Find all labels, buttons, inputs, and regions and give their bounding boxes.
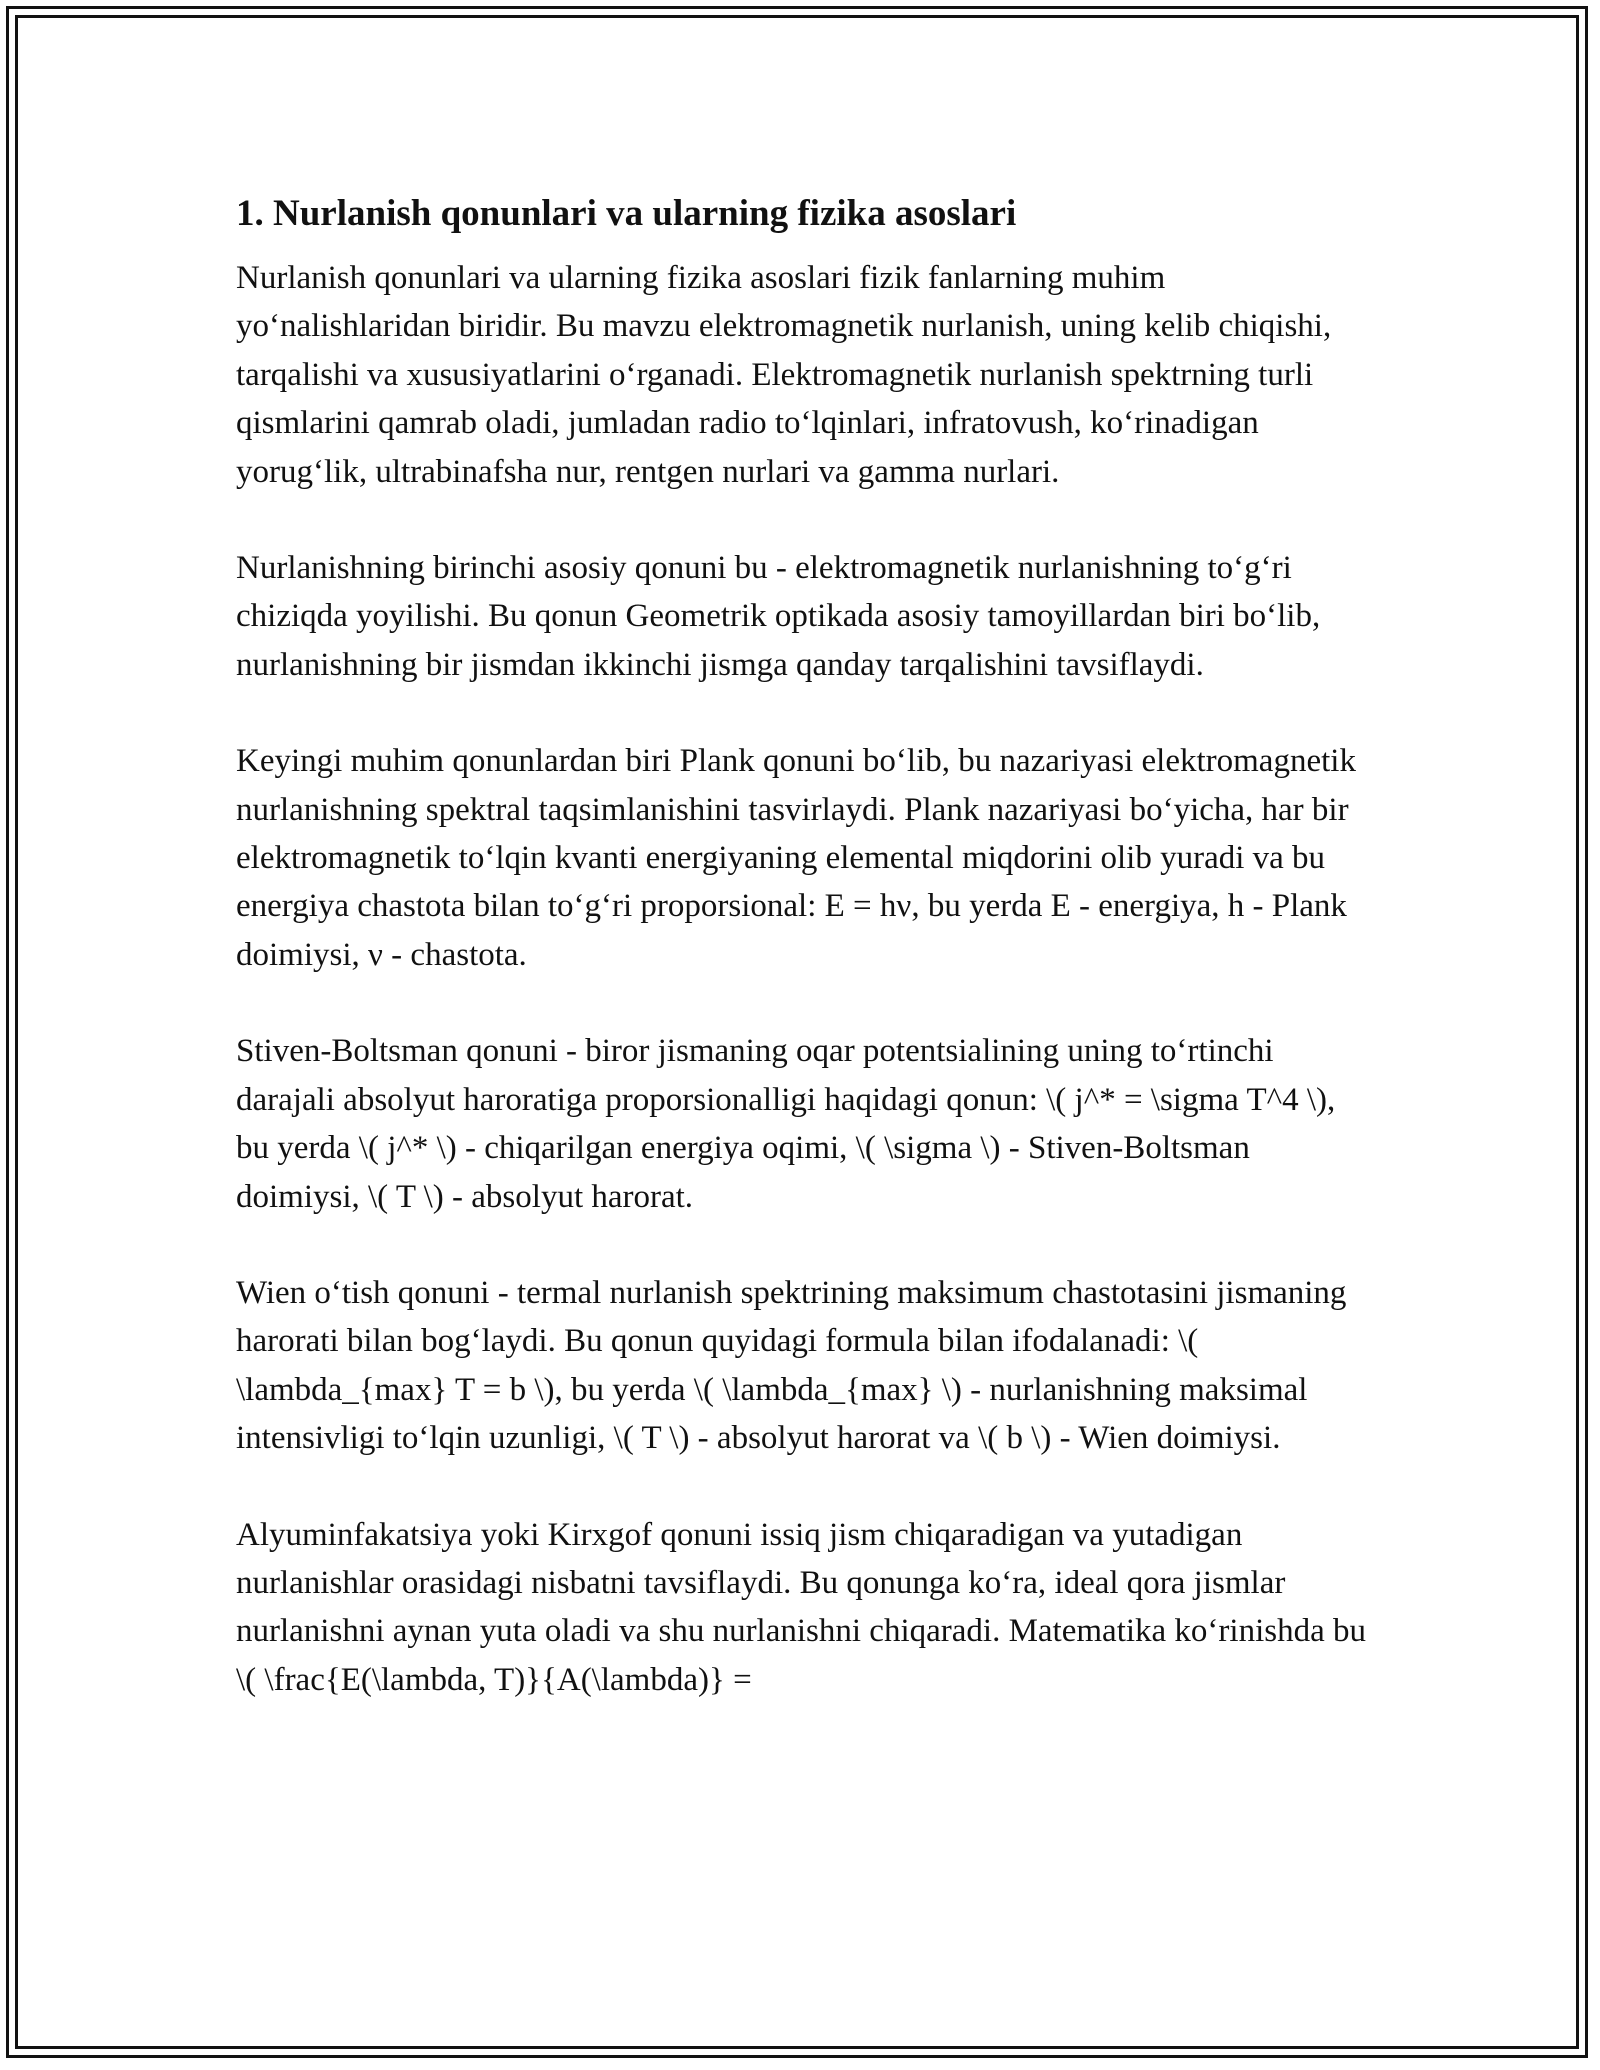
paragraph-wien-law: Wien o‘tish qonuni - termal nurlanish spektrining maksimum chastotasini jismaning harorati bilan bog‘laydi. Bu qonun quyidagi formula bilan ifodalanadi: \( \lambda_{max} T = b \), bu yerda \( \lambda_{max} \) - nurlanishning maksimal intensivligi to‘lqin uzunligi, \( T \) - absolyut harorat va \( b \) - Wien doimiysi. [236, 1274, 1347, 1457]
paragraph-intro: Nurlanish qonunlari va ularning fizika asoslari fizik fanlarning muhim yo‘nalishlaridan biridir. Bu mavzu elektromagnetik nurlanish, uning kelib chiqishi, tarqalishi va xususiyatlarini o‘rganadi. Elektromagnetik nurlanish spektrning turli qismlarini qamrab oladi, jumladan radio to‘lqinlari, infratovush, ko‘rinadigan yorug‘lik, ultrabinafsha nur, rentgen nurlari va gamma nurlari. [236, 260, 1332, 490]
document-body [236, 186, 1376, 1704]
paragraph-straight-line-propagation: Nurlanishning birinchi asosiy qonuni bu - elektromagnetik nurlanishning to‘g‘ri chiziqda yoyilishi. Bu qonun Geometrik optikada asosiy tamoyillardan biri bo‘lib, nurlanishning bir jismdan ikkinchi jismga qanday tarqalishini tavsiflaydi. [236, 550, 1321, 683]
paragraph-planck-law: Keyingi muhim qonunlardan biri Plank qonuni bo‘lib, bu nazariyasi elektromagnetik nurlanishning spektral taqsimlanishini tasvirlaydi. Plank nazariyasi bo‘yicha, har bir elektromagnetik to‘lqin kvanti energiyaning elemental miqdorini olib yuradi va bu energiya chastota bilan to‘g‘ri proporsional: E = hν, bu yerda E - energiya, h - Plank doimiysi, ν - chastota. [236, 743, 1356, 973]
section-heading: 1. Nurlanish qonunlari va ularning fizika asoslari [236, 193, 1017, 234]
paragraph-kirchhoff-law: Alyuminfakatsiya yoki Kirxgof qonuni issiq jism chiqaradigan va yutadigan nurlanishlar orasidagi nisbatni tavsiflaydi. Bu qonunga ko‘ra, ideal qora jismlar nurlanishni aynan yuta oladi va shu nurlanishni chiqaradi. Matematika ko‘rinishda bu \( \frac{E(\lambda, T)}{A(\lambda)} = [236, 1516, 1366, 1698]
paragraph-stefan-boltzmann-law: Stiven-Boltsman qonuni - biror jismaning oqar potentsialining uning to‘rtinchi darajali absolyut haroratiga proporsionalligi haqidagi qonun: \( j^* = \sigma T^4 \), bu yerda \( j^* \) - chiqarilgan energiya oqimi, \( \sigma \) - Stiven-Boltsman doimiysi, \( T \) - absolyut harorat. [236, 1033, 1336, 1215]
